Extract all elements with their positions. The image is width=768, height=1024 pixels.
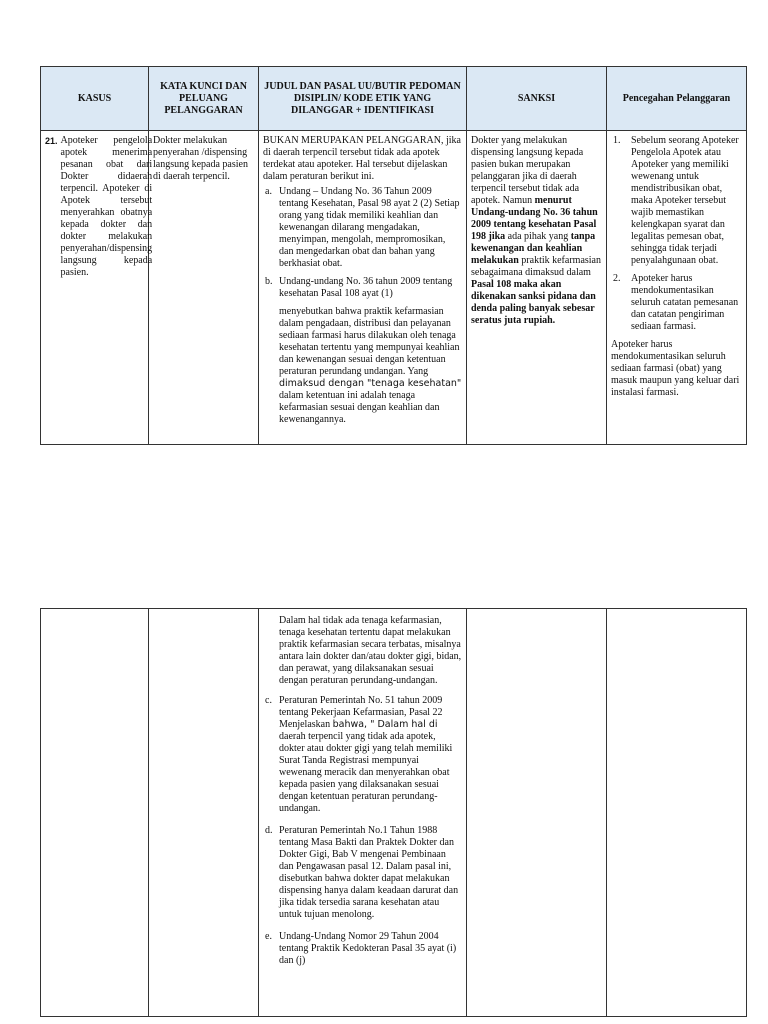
list-text: Apoteker harus mendokumentasikan seluruh catatan pemesanan dan catatan pengiriman sediaan farmasi. — [631, 273, 739, 332]
list-text: Undang – Undang No. 36 Tahun 2009 tentang Kesehatan, Pasal 98 ayat 2 (2) Setiap orang yang tidak memiliki keahlian dan kewenangan dilarang mengadakan, menyimpan, mengolah, mempromosikan, dan mengedarkan obat dan bahan yang berkhasiat obat. — [279, 186, 460, 269]
sanksi-text-3: praktik kefarmasian sebagaimana dimaksud dalam — [471, 255, 601, 278]
cell-judul — [259, 609, 467, 1017]
list-label: 1. — [613, 135, 621, 146]
table-page-2 — [40, 608, 747, 1017]
header-pencegahan: Pencegahan Pelanggaran — [607, 67, 747, 131]
header-kasus: KASUS — [41, 67, 149, 131]
list-label: 2. — [613, 273, 621, 284]
cell-sanksi — [467, 131, 607, 445]
header-row — [41, 67, 747, 131]
sanksi-bold-2: tanpa kewenangan dan keahlian melakukan — [471, 231, 596, 266]
list-item — [265, 931, 462, 967]
cell-judul — [259, 131, 467, 445]
case-number: 21. — [45, 136, 58, 146]
list-text: Peraturan Pemerintah No.1 Tahun 1988 tentang Masa Bakti dan Praktek Dokter dan Dokter Gigi, Bab V mengenai Pembinaan dan Pengawasan pasal 12. Dalam pasal ini, disebutkan bahwa dokter dapat melakukan dispensing hanya dalam keadaan darurat dan jika tidak tersedia sarana kesehatan atau untuk tujuan menolong. — [279, 825, 459, 920]
list-text-emphasis: bahwa, " Dalam hal di — [332, 719, 438, 730]
list-item — [265, 825, 462, 921]
cell-kata-kunci-empty — [149, 609, 259, 1017]
kata-kunci-text: Dokter melakukan penyerahan /dispensing langsung kepada pasien di daerah terpencil. — [153, 135, 248, 182]
list-label: c. — [265, 695, 272, 706]
judul-b-emphasis: dimaksud dengan "tenaga kesehatan" — [279, 378, 462, 389]
list-label: d. — [265, 825, 273, 836]
list-label: a. — [265, 186, 272, 197]
list-text-cont: daerah terpencil yang tidak ada apotek, dokter atau dokter gigi yang telah memiliki Surat Tanda Registrasi mempunyai wewenang meracik dan menyerahkan obat kepada pasien yang dilaksanakan sesuai dengan ketentuan peraturan perundang-undangan. — [279, 731, 453, 814]
cell-sanksi-empty — [467, 609, 607, 1017]
sanksi-text-2: ada pihak yang — [505, 231, 571, 242]
header-sanksi: SANKSI — [467, 67, 607, 131]
sanksi-text-1: Dokter yang melakukan dispensing langsung kepada pasien bukan merupakan pelanggaran jika di daerah terpencil tersebut tidak ada apotek. Namun — [471, 135, 584, 206]
list-item — [265, 695, 462, 815]
sanksi-bold-3: Pasal 108 maka akan dikenakan sanksi pidana dan denda paling banyak sebesar seratus juta rupiah. — [471, 279, 596, 326]
judul-intro: BUKAN MERUPAKAN PELANGGARAN, jika di daerah terpencil tersebut tidak ada apotek terdekat atau apoteker. Hal tersebut dijelaskan dalam peraturan berikut ini. — [263, 135, 461, 182]
header-judul: JUDUL DAN PASAL UU/BUTIR PEDOMAN DISIPLIN/ KODE ETIK YANG DILANGGAR + IDENTIFIKASI — [259, 67, 467, 131]
table-row — [41, 609, 747, 1017]
pencegahan-note: Apoteker harus mendokumentasikan seluruh sediaan farmasi (obat) yang masuk maupun yang keluar dari instalasi farmasi. — [611, 339, 740, 398]
header-kata-kunci: KATA KUNCI DAN PELUANG PELANGGARAN — [149, 67, 259, 131]
judul-intro: Dalam hal tidak ada tenaga kefarmasian, tenaga kesehatan tertentu dapat melakukan praktik kefarmasian secara terbatas, misalnya antara lain dokter dan/atau dokter gigi, bidan, dan perawat, yang dilaksanakan sesuai dengan peraturan perundang-undangan. — [279, 615, 462, 686]
cell-kata-kunci — [149, 131, 259, 445]
cell-pencegahan-empty — [607, 609, 747, 1017]
list-text: Sebelum seorang Apoteker Pengelola Apotek atau Apoteker yang memiliki wewenang untuk mendistribusikan obat, maka Apoteker tersebut wajib memastikan kelengkapan syarat dan legalitas pemesan obat, sehingga tidak terjadi penyalahgunaan obat. — [631, 135, 739, 266]
judul-b-continuation: menyebutkan bahwa praktik kefarmasian dalam pengadaan, distribusi dan pelayanan sediaan farmasi harus dilakukan oleh tenaga kesehatan tertentu yang mempunyai keahlian dan kewenangan sesuai dengan ketentuan peraturan perundang undangan. Yang — [279, 306, 460, 377]
list-text: Undang-undang No. 36 tahun 2009 tentang kesehatan Pasal 108 ayat (1) — [279, 276, 453, 299]
list-item — [265, 276, 462, 300]
list-text: Peraturan Pemerintah No. 51 tahun 2009 tentang Pekerjaan Kefarmasian, Pasal 22 Menjelaskan — [279, 695, 443, 730]
judul-b-end: dalam ketentuan ini adalah tenaga kefarmasian sesuai dengan keahlian dan kewenangannya. — [279, 390, 440, 425]
cell-kasus — [41, 131, 153, 445]
sanksi-bold-1: menurut Undang-undang No. 36 tahun 2009 tentang kesehatan Pasal 198 jika — [471, 195, 598, 242]
list-item — [613, 135, 742, 267]
list-item — [265, 186, 462, 270]
cell-kasus-empty — [41, 609, 149, 1017]
list-label: b. — [265, 276, 273, 287]
list-text: Undang-Undang Nomor 29 Tahun 2004 tentang Praktik Kedokteran Pasal 35 ayat (i) dan (j) — [279, 931, 457, 966]
kasus-text: Apoteker pengelola apotek menerima pesanan obat dari Dokter didaerah terpencil. Apoteker di Apotek tersebut menyerahkan obatnya kepada dokter dan dokter melakukan penyerahan/dispensing langsung kepada pasien. — [60, 135, 153, 278]
list-label: e. — [265, 931, 272, 942]
list-item — [613, 273, 742, 333]
table-page-1 — [40, 66, 747, 445]
cell-pencegahan — [607, 131, 747, 445]
table-row — [41, 131, 747, 445]
